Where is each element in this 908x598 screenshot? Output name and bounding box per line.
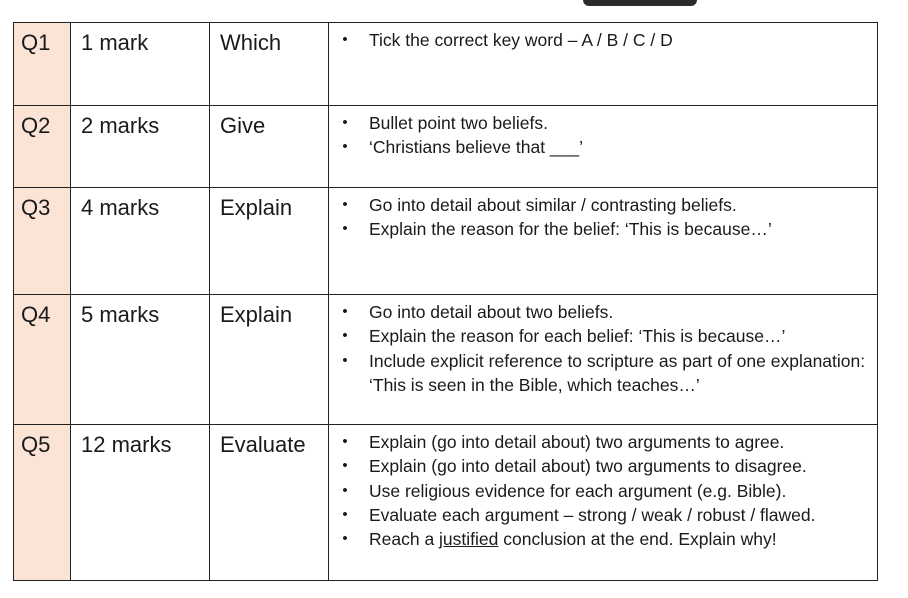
command-word: Evaluate — [210, 425, 329, 581]
guidance-list — [339, 430, 869, 551]
table-row — [14, 425, 878, 581]
exam-question-guide-table — [13, 22, 878, 581]
bullet-icon: • — [342, 505, 348, 523]
command-word: Explain — [210, 188, 329, 295]
bullet-icon: • — [342, 481, 348, 499]
list-item — [339, 503, 869, 527]
command-word: Which — [210, 23, 329, 106]
command-word: Give — [210, 106, 329, 188]
marks-cell: 1 mark — [71, 23, 210, 106]
list-item — [339, 135, 869, 159]
guidance-cell — [329, 106, 878, 188]
bullet-icon: • — [342, 138, 348, 156]
marks-cell: 12 marks — [71, 425, 210, 581]
bullet-icon: • — [342, 31, 348, 48]
table-row — [14, 188, 878, 295]
guidance-cell — [329, 23, 878, 106]
bullet-icon: • — [342, 303, 348, 320]
marks-cell: 2 marks — [71, 106, 210, 188]
guidance-text-tail: conclusion at the end. Explain why! — [498, 529, 777, 550]
list-item — [339, 111, 869, 135]
list-item — [339, 430, 869, 454]
bullet-icon: • — [342, 433, 348, 450]
table-row — [14, 295, 878, 425]
list-item — [339, 217, 869, 241]
guidance-list — [339, 193, 869, 242]
guidance-text: Bullet point two beliefs. — [369, 113, 548, 133]
guidance-text: Explain (go into detail about) two arguments to disagree. — [369, 456, 807, 477]
underlined-keyword: justified — [439, 529, 499, 550]
list-item — [339, 454, 869, 478]
question-number: Q3 — [14, 188, 71, 295]
guidance-text-lead: Reach a — [369, 529, 440, 550]
list-item — [339, 300, 869, 324]
table-row — [14, 106, 878, 188]
question-number: Q4 — [14, 295, 71, 425]
marks-cell: 5 marks — [71, 295, 210, 425]
bullet-icon: • — [342, 457, 348, 475]
guidance-cell — [329, 188, 878, 295]
bullet-icon: • — [342, 327, 348, 345]
bullet-icon: • — [342, 220, 348, 238]
list-item — [339, 349, 869, 398]
question-number: Q2 — [14, 106, 71, 188]
guidance-list — [339, 111, 869, 160]
guidance-text: Go into detail about similar / contrasting beliefs. — [369, 195, 737, 215]
bullet-icon: • — [342, 196, 348, 213]
partial-tab-shape — [583, 0, 697, 6]
list-item — [339, 479, 869, 503]
guidance-text: Explain the reason for each belief: ‘This is because…’ — [369, 326, 786, 347]
table-row — [14, 23, 878, 106]
guidance-text: Explain the reason for the belief: ‘This is because…’ — [369, 219, 772, 240]
list-item — [339, 28, 869, 52]
guidance-list — [339, 300, 869, 397]
guidance-cell — [329, 295, 878, 425]
list-item — [339, 527, 869, 551]
bullet-icon: • — [342, 114, 348, 131]
question-number: Q1 — [14, 23, 71, 106]
guidance-text: Use religious evidence for each argument (e.g. Bible). — [369, 480, 787, 501]
bullet-icon: • — [342, 351, 348, 369]
bullet-icon: • — [342, 530, 348, 548]
guidance-text: Tick the correct key word – A / B / C / D — [369, 30, 673, 50]
guidance-list — [339, 28, 869, 52]
list-item — [339, 193, 869, 217]
guidance-text: ‘Christians believe that ___’ — [369, 137, 584, 158]
guidance-text: Evaluate each argument – strong / weak / robust / flawed. — [369, 504, 816, 525]
list-item — [339, 324, 869, 348]
command-word: Explain — [210, 295, 329, 425]
guidance-cell — [329, 425, 878, 581]
guidance-text: Explain (go into detail about) two arguments to agree. — [369, 432, 785, 452]
guidance-text: Include explicit reference to scripture as part of one explanation: ‘This is seen in the Bible, which teaches…’ — [369, 350, 866, 395]
marks-cell: 4 marks — [71, 188, 210, 295]
question-number: Q5 — [14, 425, 71, 581]
guidance-text: Go into detail about two beliefs. — [369, 302, 614, 322]
